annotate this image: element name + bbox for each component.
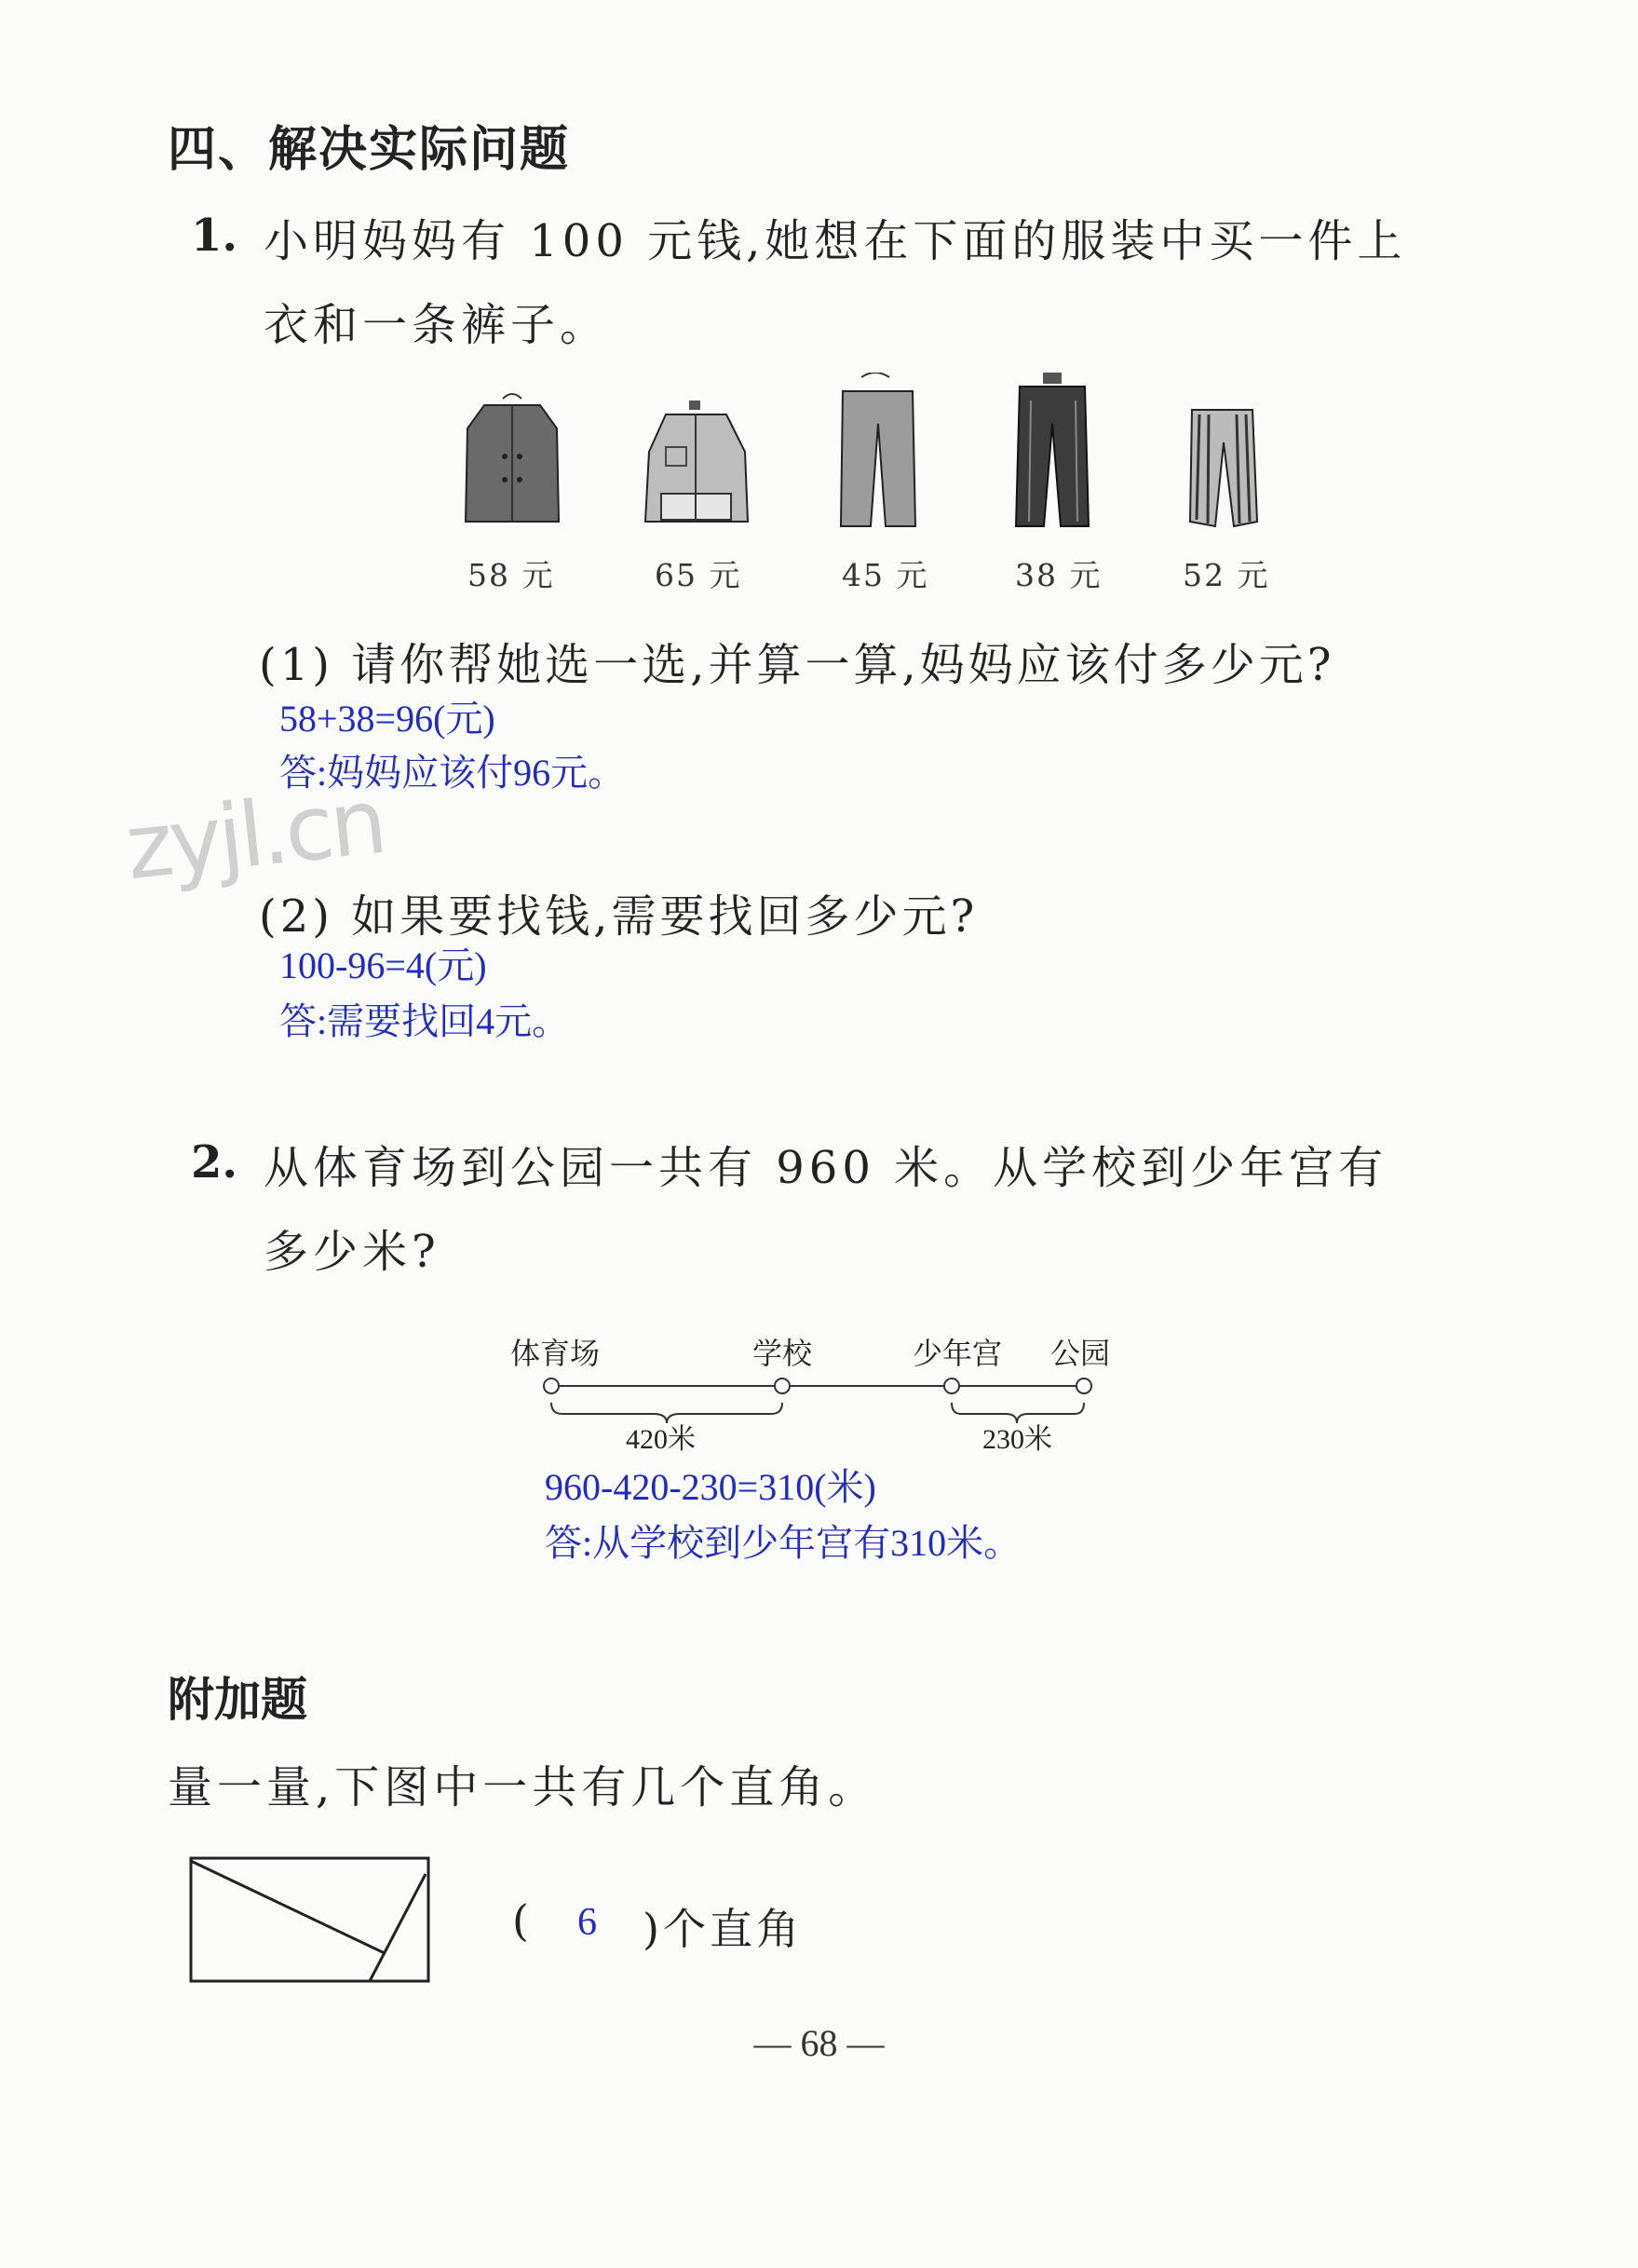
stop-youth-palace: 少年宫 [913, 1336, 1003, 1371]
price-striped-pants: 52 元 [1183, 557, 1270, 593]
q1-text-line1: 小明妈妈有 100 元钱,她想在下面的服装中买一件上 [264, 215, 1407, 267]
clothing-illustrations [447, 373, 1285, 540]
watermark: zyjl.cn [120, 768, 388, 901]
q1-sub1-answer-text: 答:妈妈应该付96元。 [279, 752, 626, 794]
extra-blank-open: ( [512, 1895, 529, 1946]
price-coat: 58 元 [467, 557, 555, 593]
distance-stadium-school: 420米 [626, 1424, 696, 1455]
q2-text-line1: 从体育场到公园一共有 960 米。从学校到少年宫有 [264, 1142, 1388, 1194]
q1-sub2-answer-text: 答:需要找回4元。 [279, 1000, 570, 1042]
extra-question: 量一量,下图中一共有几个直角。 [168, 1761, 878, 1813]
extra-answer: 6 [577, 1901, 597, 1944]
q1-sub1-question: (1) 请你帮她选一选,并算一算,妈妈应该付多少元? [259, 639, 1335, 691]
striped-pants-icon [1190, 410, 1257, 526]
extra-blank-close: )个直角 [643, 1904, 803, 1954]
rectangle-figure [186, 1854, 438, 1989]
jacket-icon [645, 401, 748, 522]
section-title: 四、解决实际问题 [168, 122, 571, 178]
q1-sub1-answer-calc: 58+38=96(元) [279, 698, 495, 740]
q1-number: 1. [191, 210, 238, 262]
q2-text-line2: 多少米? [264, 1226, 440, 1278]
page-number: — 68 — [753, 2022, 885, 2064]
distance-palace-park: 230米 [982, 1424, 1052, 1455]
q2-answer-text: 答:从学校到少年宫有310米。 [545, 1522, 1022, 1564]
coat-icon [466, 394, 559, 522]
pants-icon [841, 373, 915, 526]
stop-park: 公园 [1050, 1336, 1111, 1371]
price-dark-pants: 38 元 [1015, 557, 1103, 593]
dark-pants-icon [1016, 373, 1089, 526]
q1-sub2-question: (2) 如果要找钱,需要找回多少元? [259, 890, 979, 943]
price-jacket: 65 元 [655, 557, 742, 593]
stop-school: 学校 [752, 1336, 813, 1371]
q2-answer-calc: 960-420-230=310(米) [545, 1466, 876, 1508]
price-pants: 45 元 [842, 557, 929, 593]
q2-number: 2. [191, 1136, 238, 1188]
stop-stadium: 体育场 [510, 1336, 601, 1371]
extra-title: 附加题 [168, 1673, 307, 1727]
q1-text-line2: 衣和一条裤子。 [264, 299, 610, 351]
q1-sub2-answer-calc: 100-96=4(元) [279, 944, 487, 986]
